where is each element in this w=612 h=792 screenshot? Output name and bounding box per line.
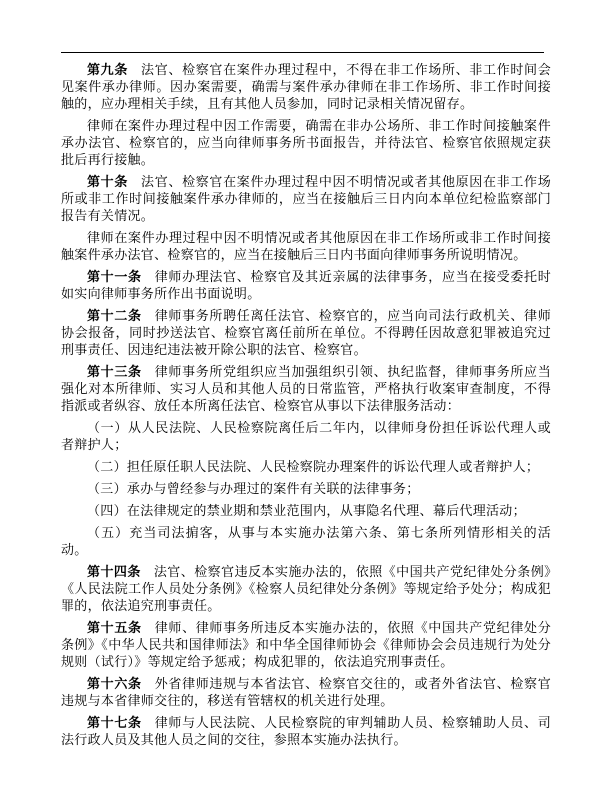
paragraph <box>61 117 551 168</box>
article-number: 第十条 <box>87 174 129 189</box>
paragraph-text: 律师事务所聘任离任法官、检察官的，应当向司法行政机关、律师协会报备，同时抄送法官、检察官离任前所在单位。不得聘任因故意犯罪被追究过刑事责任、因违纪违法被开除公职的法官、检察官。 <box>61 308 552 357</box>
paragraph-text: 法官、检察官在案件办理过程中因不明情况或者其他原因在非工作场所或非工作时间接触案件承办律师的，应当在接触后三日内向本单位纪检监察部门报告有关情况。 <box>61 174 551 223</box>
paragraph-article-15 <box>61 619 551 670</box>
paragraph-text: 律师与人民法院、人民检察院的审判辅助人员、检察辅助人员、司法行政人员及其他人员之间的交往，参照本实施办法执行。 <box>61 715 552 747</box>
document-body <box>61 61 551 753</box>
paragraph-article-16 <box>61 675 551 709</box>
paragraph <box>61 229 551 263</box>
article-number: 第十四条 <box>87 564 141 579</box>
paragraph-article-17 <box>61 714 551 748</box>
article-number: 第十七条 <box>87 715 142 730</box>
article-number: 第十三条 <box>87 364 142 379</box>
paragraph-text: 律师事务所党组织应当加强组织引领、执纪监督，律师事务所应当强化对本所律师、实习人员和其他人员的日常监管，严格执行收案审查制度，不得指派或者纵容、放任本所离任法官、检察官从事以下法律服务活动： <box>61 364 552 413</box>
paragraph-article-12 <box>61 307 551 358</box>
paragraph-article-14 <box>61 563 551 614</box>
list-item-2 <box>61 458 551 475</box>
list-item-3 <box>61 480 551 497</box>
paragraph-article-13 <box>61 363 551 414</box>
list-item-4 <box>61 502 551 519</box>
paragraph-text: （二）担任原任职人民法院、人民检察院办理案件的诉讼代理人或者辩护人； <box>87 459 540 474</box>
paragraph-article-11 <box>61 268 551 302</box>
paragraph-text: 法官、检察官违反本实施办法的，依照《中国共产党纪律处分条例》《人民法院工作人员处分条例》《检察人员纪律处分条例》等规定给予处分；构成犯罪的，依法追究刑事责任。 <box>61 564 551 613</box>
paragraph-text: （一）从人民法院、人民检察院离任后二年内，以律师身份担任诉讼代理人或者辩护人； <box>61 420 551 452</box>
paragraph-text: 律师在案件办理过程中因不明情况或者其他原因在非工作场所或非工作时间接触案件承办法官、检察官的，应当在接触后三日内书面向律师事务所说明情况。 <box>61 230 551 262</box>
article-number: 第十六条 <box>87 676 142 691</box>
paragraph-article-9 <box>61 61 551 112</box>
paragraph-text: （五）充当司法掮客，从事与本实施办法第六条、第七条所列情形相关的活动。 <box>61 525 551 557</box>
paragraph-text: 外省律师违规与本省法官、检察官交往的，或者外省法官、检察官违规与本省律师交往的，移送有管辖权的机关进行处理。 <box>61 676 552 708</box>
article-number: 第十五条 <box>87 620 142 635</box>
paragraph-text: 律师办理法官、检察官及其近亲属的法律事务，应当在接受委托时如实向律师事务所作出书面说明。 <box>61 269 552 301</box>
paragraph-text: 律师在案件办理过程中因工作需要，确需在非办公场所、非工作时间接触案件承办法官、检察官的，应当向律师事务所书面报告，并待法官、检察官依照规定获批后再行接触。 <box>61 118 551 167</box>
paragraph-text: （三）承办与曾经参与办理过的案件有关联的法律事务； <box>87 481 420 496</box>
article-number: 第十一条 <box>87 269 142 284</box>
paragraph-text: （四）在法律规定的禁业期和禁业范围内，从事隐名代理、幕后代理活动； <box>87 503 526 518</box>
list-item-1 <box>61 419 551 453</box>
paragraph-text: 律师、律师事务所违反本实施办法的，依照《中国共产党纪律处分条例》《中华人民共和国律师法》和中华全国律师协会《律师协会会员违规行为处分规则（试行）》等规定给予惩戒；构成犯罪的，依法追究刑事责任。 <box>61 620 552 669</box>
paragraph-article-10 <box>61 173 551 224</box>
header-rule <box>61 52 544 53</box>
article-number: 第十二条 <box>87 308 142 323</box>
article-number: 第九条 <box>87 62 129 77</box>
paragraph-text: 法官、检察官在案件办理过程中，不得在非工作场所、非工作时间会见案件承办律师。因办案需要，确需与案件承办律师在非工作场所、非工作时间接触的，应办理相关手续，且有其他人员参加，同时记录相关情况留存。 <box>61 62 551 111</box>
list-item-5 <box>61 524 551 558</box>
